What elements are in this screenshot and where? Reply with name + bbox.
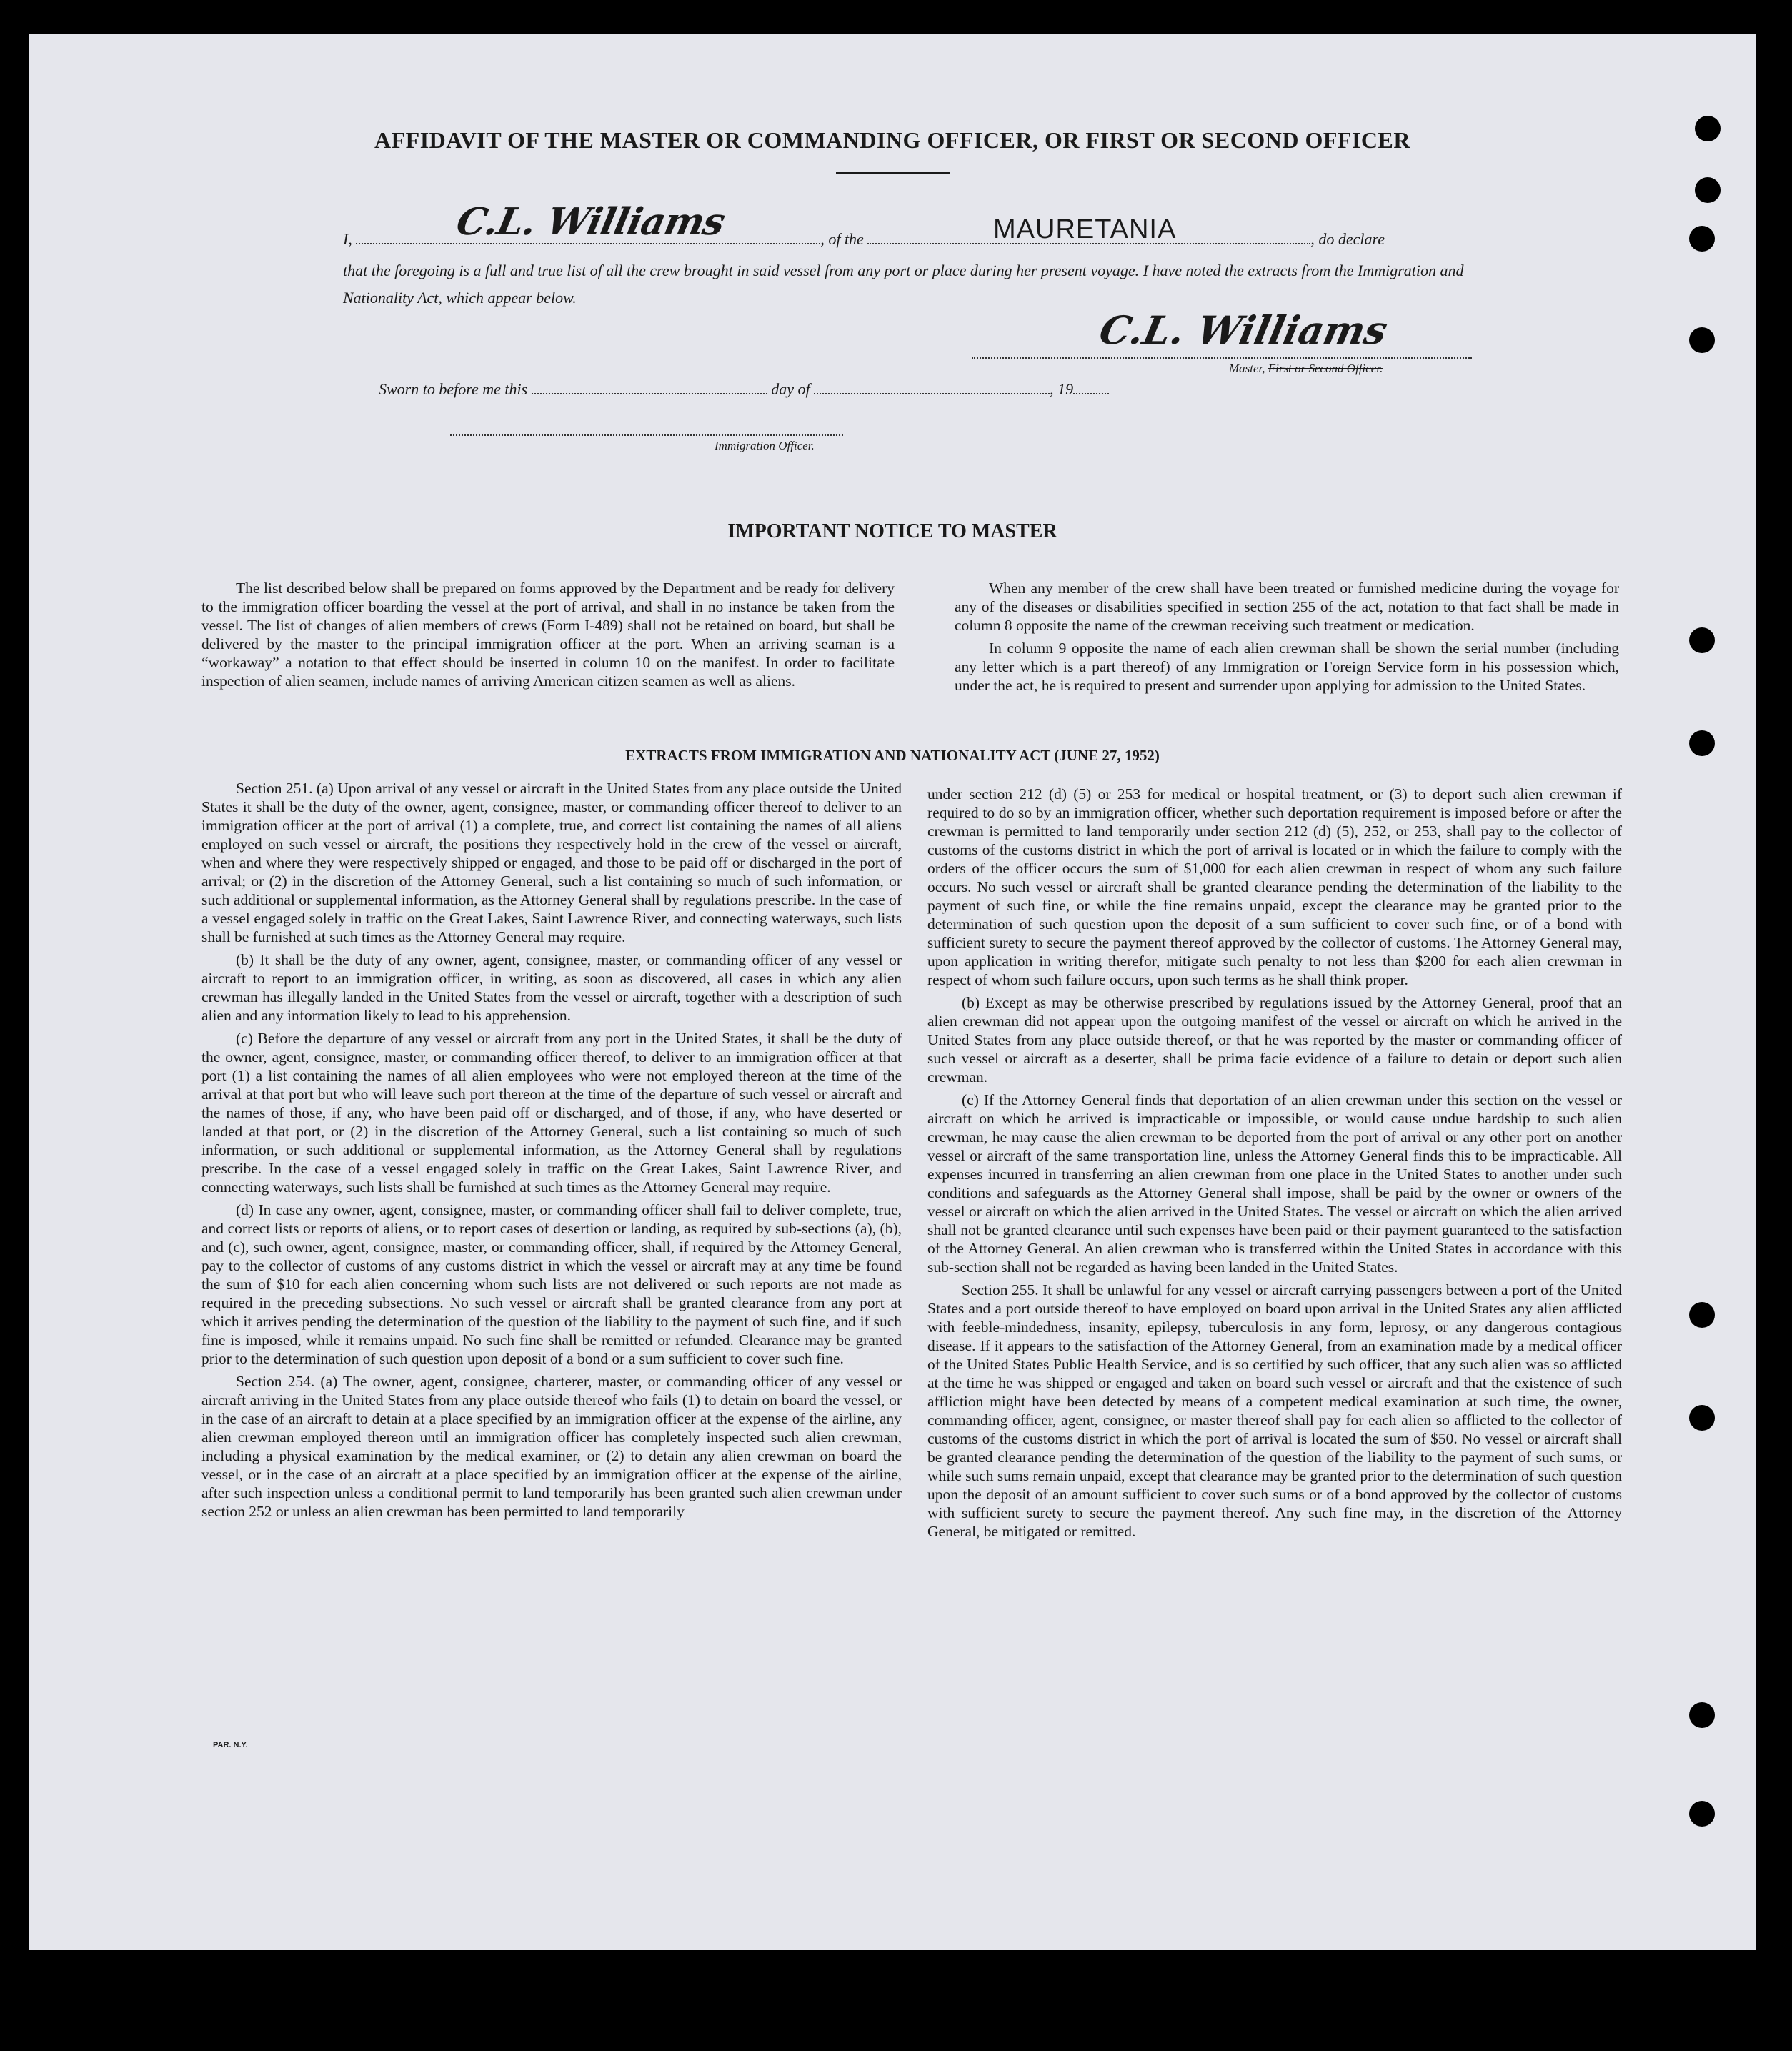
officer-signature: C.L. Williams	[452, 200, 729, 244]
extract-paragraph: (d) In case any owner, agent, consignee, master, or commanding officer shall fail to deliver complete, true, and correct lists or reports of aliens, or to report cases of desertion or landing, as required by sub-sections (a), (b), and (c), such owner, agent, consignee, master, or commanding officer, shall, if required by the Attorney General, pay to the collector of customs of any customs district in which the vessel or aircraft may at any time be found the sum of $10 for each alien concerning whom such lists are not delivered or such reports are not made as required in the preceding subsections. No such vessel or aircraft shall be granted clearance from any port at which it arrives pending the determination of the question of the liability to the payment of such fine, and if such fine is imposed, while it remains unpaid. No such fine shall be remitted or refunded. Clearance may be granted prior to the determination of such question upon deposit of a bond or a sum sufficient to cover such fine.	[201, 1201, 902, 1367]
sworn-line	[379, 380, 1109, 399]
notice-left-column	[201, 579, 895, 695]
punch-hole	[1695, 116, 1721, 141]
of-the-label: , of the	[820, 230, 864, 248]
punch-hole	[1689, 1702, 1715, 1728]
extracts-left-column	[201, 779, 902, 1525]
punch-hole	[1689, 1405, 1715, 1431]
extract-paragraph: Section 254. (a) The owner, agent, consignee, charterer, master, or commanding officer of any vessel or aircraft arriving in the United States from any place outside thereof who fails (1) to detain on board the vessel, or in the case of an aircraft to detain at a place specified by an immigration officer at the expense of the airline, any alien crewman employed thereon until an immigration officer has completely inspected such alien crewman, including a physical examination by the medical examiner, or (2) to detain any alien crewman on board the vessel, or in the case of an aircraft at a place specified by an immigration officer at the expense of the airline, after such inspection unless a conditional permit to land temporarily has been granted such alien crewman under section 252 or unless an alien crewman has been permitted to land temporarily	[201, 1373, 902, 1520]
punch-hole	[1689, 327, 1715, 353]
punch-hole	[1689, 730, 1715, 756]
extract-paragraph: (b) It shall be the duty of any owner, agent, consignee, master, or commanding officer of any vessel or aircraft to report to an immigration officer, in writing, as soon as discovered, all cases in which any alien crewman has illegally landed in the United States from the vessel or aircraft, together with a description of such alien and any information likely to lead to his apprehension.	[201, 951, 902, 1024]
immigration-officer-line	[450, 434, 843, 436]
day-of-label: day of	[771, 380, 810, 398]
i-label: I,	[343, 230, 352, 248]
extract-paragraph: (c) If the Attorney General finds that deportation of an alien crewman under this section on the vessel or aircraft on which he arrived is impracticable or impossible, or would cause undue hardship to such alien crewman, he may cause the alien crewman to be deported from the port of arrival or any other port on another vessel or aircraft of the same transportation line, unless the Attorney General finds this to be impracticable. All expenses incurred in transferring an alien crewman from one place in the United States to another under such conditions and safeguards as the Attorney General shall impose, shall be paid by the owner or owners of the vessel or aircraft on which the alien arrived in the United States. The vessel or aircraft on which the alien arrived shall not be granted clearance until such expenses have been paid or their payment guaranteed to the satisfaction of the Attorney General. An alien crewman who is transferred within the United States in accordance with this sub-section shall not be regarded as having been landed in the United States.	[927, 1091, 1622, 1276]
master-label: Master, First or Second Officer.	[1229, 362, 1383, 375]
extract-paragraph: Section 255. It shall be unlawful for any vessel or aircraft carrying passengers between a port of the United States and a port outside thereof to have employed on board upon arrival in the United States any alien afflicted with feeble-mindedness, insanity, epilepsy, tuberculosis in any form, leprosy, or any dangerous contagious disease. If it appears to the satisfaction of the Attorney General, from an examination made by a medical officer of the United States Public Health Service, and is so certified by such officer, that any such alien was so afflicted at the time he was shipped or engaged and taken on board such vessel or aircraft and that the existence of such affliction might have been detected by means of a competent medical examination at such time, the owner, commanding officer, agent, consignee, or master thereof shall pay for each alien so afflicted to the collector of customs of the customs district in which the port of arrival is located the sum of $50. No vessel or aircraft shall be granted clearance pending the determination of the question of the liability to the payment of such sums, or while such sums remain unpaid, except that clearance may be granted prior to the determination of such question upon the deposit of an amount sufficient to cover such sums or of a bond approved by the collector of customs with sufficient surety to secure the payment thereof. Any such fine may, in the discretion of the Attorney General, be mitigated or remitted.	[927, 1281, 1622, 1540]
notice-paragraph: The list described below shall be prepared on forms approved by the Department and be ready for delivery to the immigration officer boarding the vessel at the port of arrival, and shall in no instance be taken from the vessel. The list of changes of alien members of crews (Form I-489) shall not be retained on board, but shall be delivered by the master to the principal immigration officer at the port. When an arriving seaman is a “workaway” a notation to that effect should be inserted in column 10 on the manifest. In order to facilitate inspection of alien seamen, include names of arriving American citizen seamen as well as aliens.	[201, 580, 895, 690]
extract-paragraph: under section 212 (d) (5) or 253 for medical or hospital treatment, or (3) to deport such alien crewman if required to do so by an immigration officer, whether such deportation requirement is imposed before or after the crewman is permitted to land temporarily under section 212 (d) (5), 252, or 253, shall pay to the collector of customs of the customs district in which the port of arrival is located or in which the failure to comply with the orders of the officer occurs the sum of $1,000 for each alien crewman in respect of whom any such failure occurs. No such vessel or aircraft shall be granted clearance pending the determination of the liability to the payment of such fine, or while the fine remains unpaid, except the clearance may be granted prior to the determination of such question upon the deposit of a sum sufficient to cover such fine, or of a bond with sufficient surety to secure the payment thereof approved by the collector of customs. The Attorney General may, upon application in writing therefor, mitigate such penalty to not less than $200 for each alien crewman in respect of whom such failure occurs, upon such terms as he shall think proper.	[927, 785, 1622, 988]
declaration-text: that the foregoing is a full and true list of all the crew brought in said vessel from any port or place during her present voyage. I have noted the extracts from the Immigration and Nationality Act, which appear below.	[343, 262, 1464, 307]
affidavit-page	[29, 34, 1756, 1950]
punch-hole	[1689, 1302, 1715, 1328]
notice-right-column	[955, 579, 1619, 699]
punch-hole	[1695, 177, 1721, 203]
affidavit-title: AFFIDAVIT OF THE MASTER OR COMMANDING OFFICER, OR FIRST OR SECOND OFFICER	[374, 127, 1410, 153]
do-declare-label: , do declare	[1310, 230, 1385, 248]
master-signature-line	[972, 357, 1472, 359]
immigration-officer-label: Immigration Officer.	[715, 439, 815, 452]
notice-paragraph: In column 9 opposite the name of each alien crewman shall be shown the serial number (including any letter which is a part thereof) of any Immigration or Foreign Service form in his possession which, under the act, he is required to present and surrender upon applying for admission to the United States.	[955, 640, 1619, 694]
extract-paragraph: Section 251. (a) Upon arrival of any vessel or aircraft in the United States from any place outside the United States it shall be the duty of the owner, agent, consignee, master, or commanding officer thereof to deliver to an immigration officer at the port of arrival (1) a complete, true, and correct list containing the names of all aliens employed on such vessel or aircraft, the positions they respectively hold in the crew of the vessel or aircraft, when and where they were respectively shipped or engaged, and those to be paid off or discharged in the port of arrival; or (2) in the discretion of the Attorney General, such a list containing so much of such information, or such additional or supplemental information, as the Attorney General shall by regulations prescribe. In the case of a vessel engaged solely in traffic on the Great Lakes, Saint Lawrence River, and connecting waterways, such lists shall be furnished at such times as the Attorney General may require.	[201, 780, 902, 945]
punch-hole	[1689, 226, 1715, 252]
punch-hole	[1689, 1801, 1715, 1827]
punch-hole	[1689, 627, 1715, 653]
year-label: , 19	[1050, 380, 1074, 398]
sworn-day-field	[532, 380, 767, 394]
sworn-label: Sworn to before me this	[379, 380, 528, 398]
printer-mark: PAR. N.Y.	[213, 1741, 248, 1749]
struck-officer-label: First or Second Officer.	[1268, 362, 1383, 375]
notice-paragraph: When any member of the crew shall have been treated or furnished medicine during the voyage for any of the diseases or disabilities specified in section 255 of the act, notation to that fact shall be made in column 8 opposite the name of the crewman receiving such treatment or medication.	[955, 580, 1619, 634]
vessel-name: MAURETANIA	[993, 214, 1177, 244]
sworn-month-field	[814, 380, 1050, 394]
extract-paragraph: (c) Before the departure of any vessel or aircraft from any port in the United States, it shall be the duty of the owner, agent, consignee, master, or commanding officer thereof, to deliver to an immigration officer at that port (1) a list containing the names of all alien employees who were not employed thereon at the time of the arrival at that port but who will leave such port thereon at the time of the departure of such vessel or aircraft and the names of those, if any, who have been paid off or discharged, and of those, if any, who have deserted or landed at that port, or (2) in the discretion of the Attorney General, such a list containing so much of such information, or such additional or supplemental information, as the Attorney General shall by regulations prescribe. In the case of a vessel engaged solely in traffic on the Great Lakes, Saint Lawrence River, and connecting waterways, such lists shall be furnished at such times as the Attorney General may require.	[201, 1030, 902, 1196]
extracts-right-column	[927, 785, 1622, 1545]
extracts-title: EXTRACTS FROM IMMIGRATION AND NATIONALITY ACT (JUNE 27, 1952)	[625, 747, 1160, 764]
master-signature: C.L. Williams	[1095, 307, 1392, 353]
title-rule	[836, 172, 950, 174]
notice-title: IMPORTANT NOTICE TO MASTER	[727, 520, 1057, 542]
extract-paragraph: (b) Except as may be otherwise prescribed by regulations issued by the Attorney General, proof that an alien crewman did not appear upon the outgoing manifest of the vessel or aircraft on which he arrived in the United States from any place outside thereof, or that he was reported by the master or commanding officer of such vessel or aircraft as a deserter, shall be prima facie evidence of a failure to detain or deport such alien crewman.	[927, 994, 1622, 1086]
sworn-year-field	[1073, 380, 1109, 394]
